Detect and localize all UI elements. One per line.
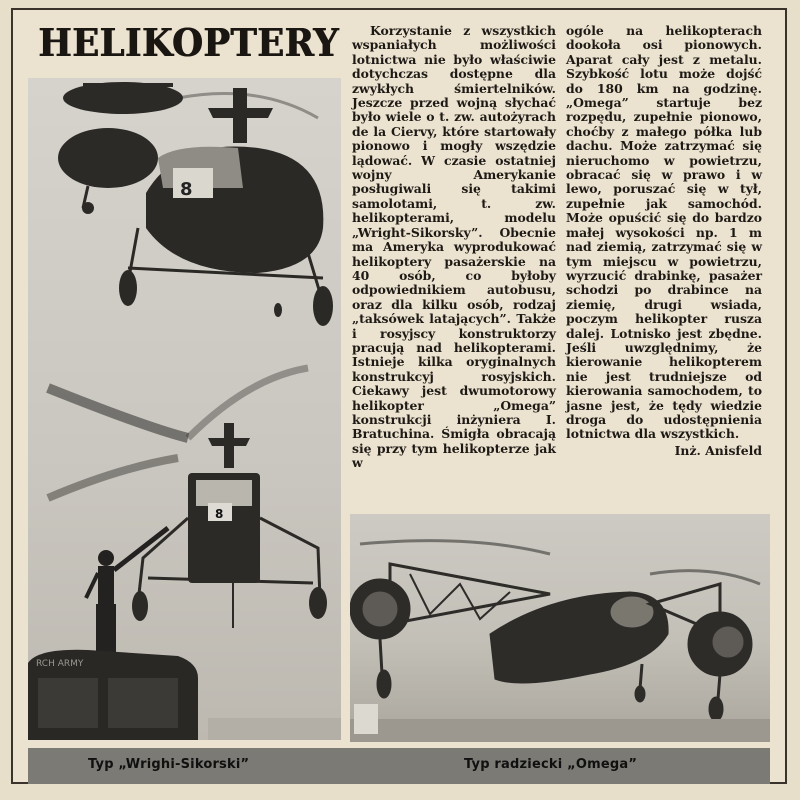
headline: HELIKOPTERY (38, 20, 339, 65)
article-column-2 (566, 24, 762, 458)
article-paragraph: ogóle na helikopterach dookoła osi pionowych. Aparat cały jest z metalu. Szybkość lotu może dojść do 180 km na godzinę. „Omega” startuje bez rozpędu, zupełnie pionowo, choćby z małego półka lub dachu. Może zatrzymać się nieruchomo w powietrzu, obracać się w prawo i w lewo, poruszać się w tył, zupełnie jak samochód. Może opuścić się do bardzo małej wysokości np. 1 m nad ziemią, zatrzymać się w tym miejscu w powietrzu, wyrzucić drabinkę, pasażer schodzi po drabince na ziemię, drugi wsiada, poczym helikopter rusza dalej. Lotnisko jest zbędne. Jeśli uwzględnimy, że kierowanie helikopterem nie jest trudniejsze od kierowania samochodem, to jasne jest, że tędy wiedzie droga do udostępnienia lotnictwa dla wszystkich. (566, 23, 762, 442)
article-column-1 (352, 24, 556, 471)
hull-number-top: 8 (180, 179, 193, 200)
article-paragraph: Korzystanie z wszystkich wspaniałych możliwości lotnictwa nie było właściwie dotychczas dostępne dla zwykłych śmiertelników. Jeszcze przed wojną słychać było wiele o t. zw. autożyrach de la Ciervy, które startowały pionowo i mogły wszędzie lądować. W czasie ostatniej wojny Amerykanie posługiwali się takimi samolotami, t. zw. helikopterami, modelu „Wright-Sikorsky”. Obecnie ma Ameryka wyprodukować helikoptery pasażerskie na 40 osób, co byłoby odpowiednikiem autobusu, oraz dla kilku osób, rodzaj „taksówek latających”. Także i rosyjscy konstruktorzy pracują nad helikopterami. Istnieje kilka oryginalnych konstrukcyj rosyjskich. Ciekawy jest dwumotorowy helikopter „Omega” konstrukcji inżyniera I. Bratuchina. Śmigła obracają się przy tym helikopterze jak w (352, 23, 556, 471)
author-signature: Inż. Anisfeld (674, 442, 762, 458)
bus-lettering: RCH ARMY (36, 659, 84, 669)
photo-omega-drawing (350, 514, 770, 742)
photo-omega (350, 514, 770, 742)
caption-wright-sikorsky: Typ „Wrighi-Sikorski” (88, 757, 250, 772)
photo-wright-sikorsky (28, 78, 341, 740)
photo-wright-sikorsky-drawing (28, 78, 341, 740)
hull-number-bottom: 8 (215, 507, 224, 521)
caption-omega: Typ radziecki „Omega” (464, 757, 638, 772)
